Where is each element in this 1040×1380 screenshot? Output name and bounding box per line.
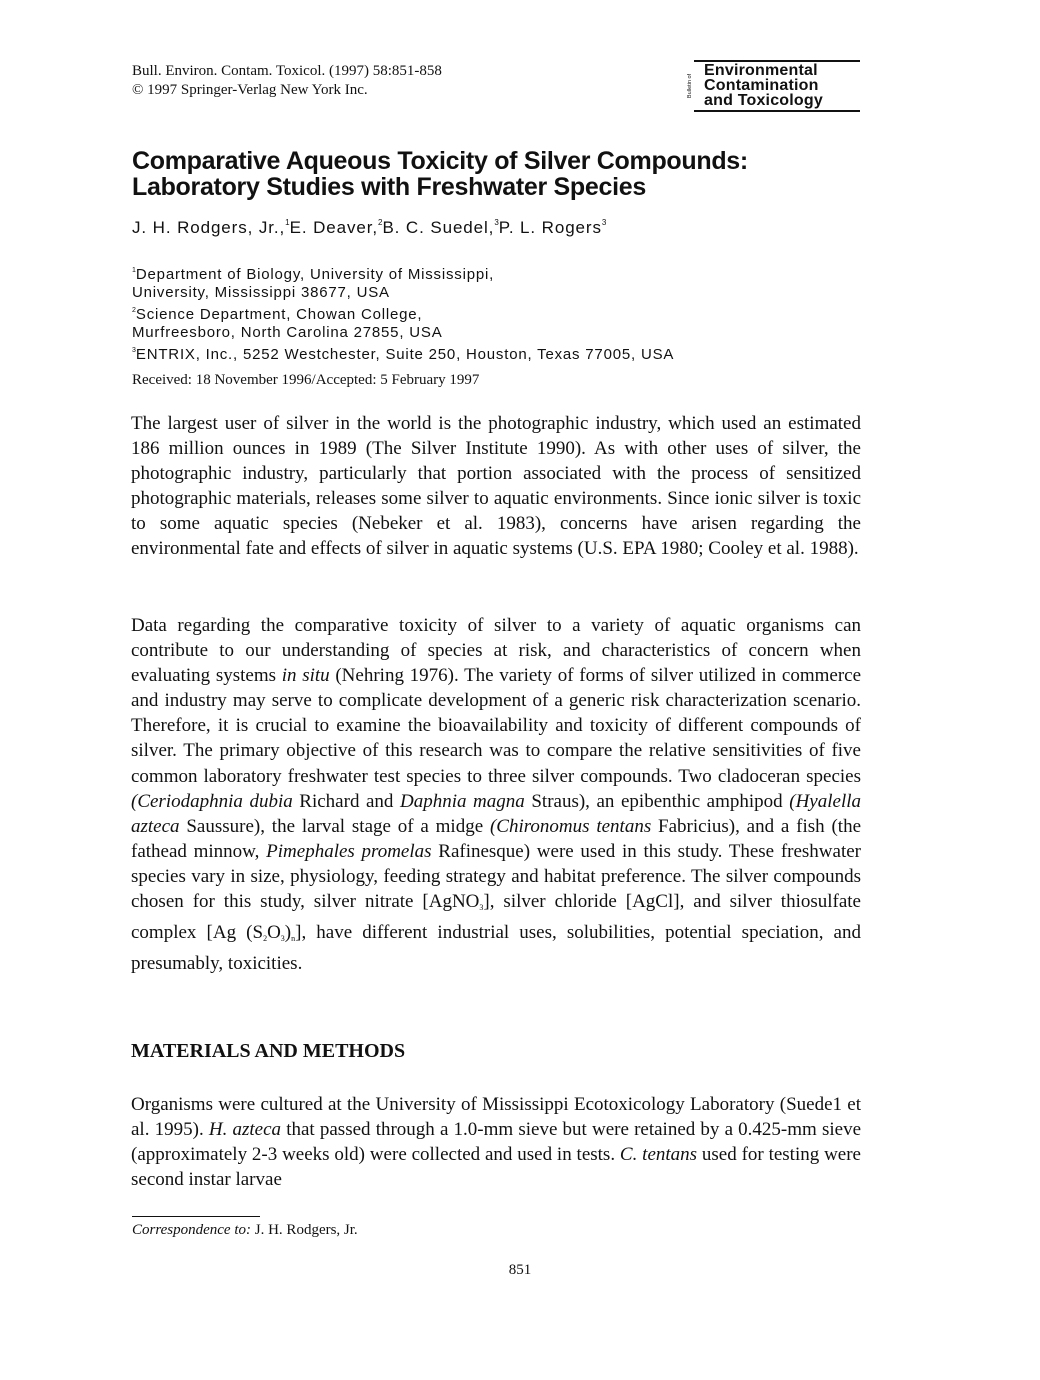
logo-wordmark bbox=[704, 63, 823, 108]
journal-citation bbox=[132, 62, 442, 100]
affiliation-1-line2: University, Mississippi 38677, USA bbox=[132, 284, 390, 301]
logo-line: Environmental bbox=[704, 62, 818, 79]
title-line: Laboratory Studies with Freshwater Species bbox=[132, 173, 646, 201]
footnote-label: Correspondence to: bbox=[132, 1222, 252, 1238]
affiliation-2-line2: Murfreesboro, North Carolina 27855, USA bbox=[132, 324, 443, 341]
species-name: (Hyalella azteca bbox=[131, 790, 862, 837]
species-name: C. tentans bbox=[619, 1144, 698, 1166]
author-name: P. L. Rogers bbox=[498, 218, 602, 237]
subscript: 3 bbox=[479, 903, 484, 913]
affiliation-3: $^3$ENTRIX, Inc., 5252 Westchester, Suite 250, Houston, Texas 77005, USA bbox=[132, 346, 675, 363]
affiliations bbox=[132, 262, 674, 364]
affiliation-2: $^2$Science Department, Chowan College, bbox=[132, 306, 423, 323]
article-title bbox=[132, 148, 748, 200]
logo-line: Contamination bbox=[704, 77, 819, 94]
subscript: n bbox=[291, 934, 296, 944]
author-list bbox=[132, 218, 606, 238]
affiliation-mark: 3 bbox=[601, 218, 607, 227]
author-name: J. H. Rodgers, Jr., bbox=[132, 218, 286, 237]
author-name: E. Deaver, bbox=[289, 218, 378, 237]
copyright-line: © 1997 Springer-Verlag New York Inc. bbox=[132, 82, 368, 98]
affiliation-mark: 1 bbox=[285, 218, 290, 227]
section-heading: MATERIALS AND METHODS bbox=[131, 1040, 406, 1062]
logo-bulletin-label: Bulletin of bbox=[687, 73, 694, 99]
title-line: Comparative Aqueous Toxicity of Silver Compounds: bbox=[132, 147, 748, 175]
body-paragraph-2: Data regarding the comparative toxicity of silver to a variety of aquatic organisms can contribute to our understanding of species at risk, and characteristics of concern when evaluating systems in situ (Nehring 1976). The variety of forms of silver utilized in commerce and industry may serve to complicate development of a generic risk characterization scenario. Therefore, it is crucial to examine the bioavailability and toxicity of different compounds of silver. The primary objective of this research was to compare the relative sensitivities of five common laboratory freshwater test species to three silver compounds. Two cladoceran species (Ceriodaphnia dubia Richard and Daphnia magna Straus), an epibenthic amphipod (Hyalella azteca Saussure), the larval stage of a midge (Chironomus tentans Fabricius), and a fish (the fathead minnow, Pimephales promelas Rafinesque) were used in this study. These freshwater species vary in size, physiology, feeding strategy and habitat preference. The silver compounds chosen for this study, silver nitrate [AgNO$_3$], silver chloride [AgCl], and silver thiosulfate complex [Ag $(S_2O_3)_n$], have different industrial uses, solubilities, potential speciation, and presumably, toxicities. bbox=[131, 615, 862, 975]
species-name: (Ceriodaphnia dubia bbox=[131, 790, 293, 812]
affiliation-mark: 3 bbox=[494, 218, 499, 227]
logo-line: and Toxicology bbox=[704, 92, 823, 109]
page-number: 851 bbox=[508, 1262, 532, 1278]
journal-logo bbox=[687, 60, 860, 112]
species-name: H. azteca bbox=[208, 1119, 282, 1141]
citation-line: Bull. Environ. Contam. Toxicol. (1997) 58:851-858 bbox=[132, 63, 442, 79]
footnote-name: J. H. Rodgers, Jr. bbox=[254, 1222, 358, 1238]
affiliation-mark: 2 bbox=[377, 218, 383, 227]
species-name: Pimephales promelas bbox=[266, 840, 432, 862]
subscript: 3 bbox=[280, 934, 285, 944]
correspondence-footnote bbox=[132, 1222, 358, 1239]
species-name: (Chironomus tentans bbox=[489, 815, 652, 837]
affiliation-1: $^1$Department of Biology, University of Mississippi, bbox=[132, 266, 495, 283]
author-name: B. C. Suedel, bbox=[382, 218, 495, 237]
italic-term: in situ bbox=[281, 665, 330, 687]
species-name: Daphnia magna bbox=[400, 790, 525, 812]
received-accepted-dates: Received: 18 November 1996/Accepted: 5 February 1997 bbox=[132, 372, 480, 388]
body-paragraph-3: Organisms were cultured at the University of Mississippi Ecotoxicology Laboratory (Suede1 et al. 1995). H. azteca that passed through a 1.0-mm sieve but were retained by a 0.425-mm sieve (approximately 2-3 weeks old) were collected and used in tests. C. tentans used for testing were second instar larvae bbox=[131, 1094, 862, 1191]
subscript: 2 bbox=[263, 934, 268, 944]
footnote-divider bbox=[132, 1216, 260, 1217]
body-paragraph-1: The largest user of silver in the world is the photographic industry, which used an estimated 186 million ounces in 1989 (The Silver Institute 1990). As with other uses of silver, the photographic industry, particularly that portion associated with the process of sensitized photographic materials, releases some silver to aquatic environments. Since ionic silver is toxic to some aquatic species (Nebeker et al. 1983), concerns have arisen regarding the environmental fate and effects of silver in aquatic systems (U.S. EPA 1980; Cooley et al. 1988). bbox=[131, 413, 861, 560]
